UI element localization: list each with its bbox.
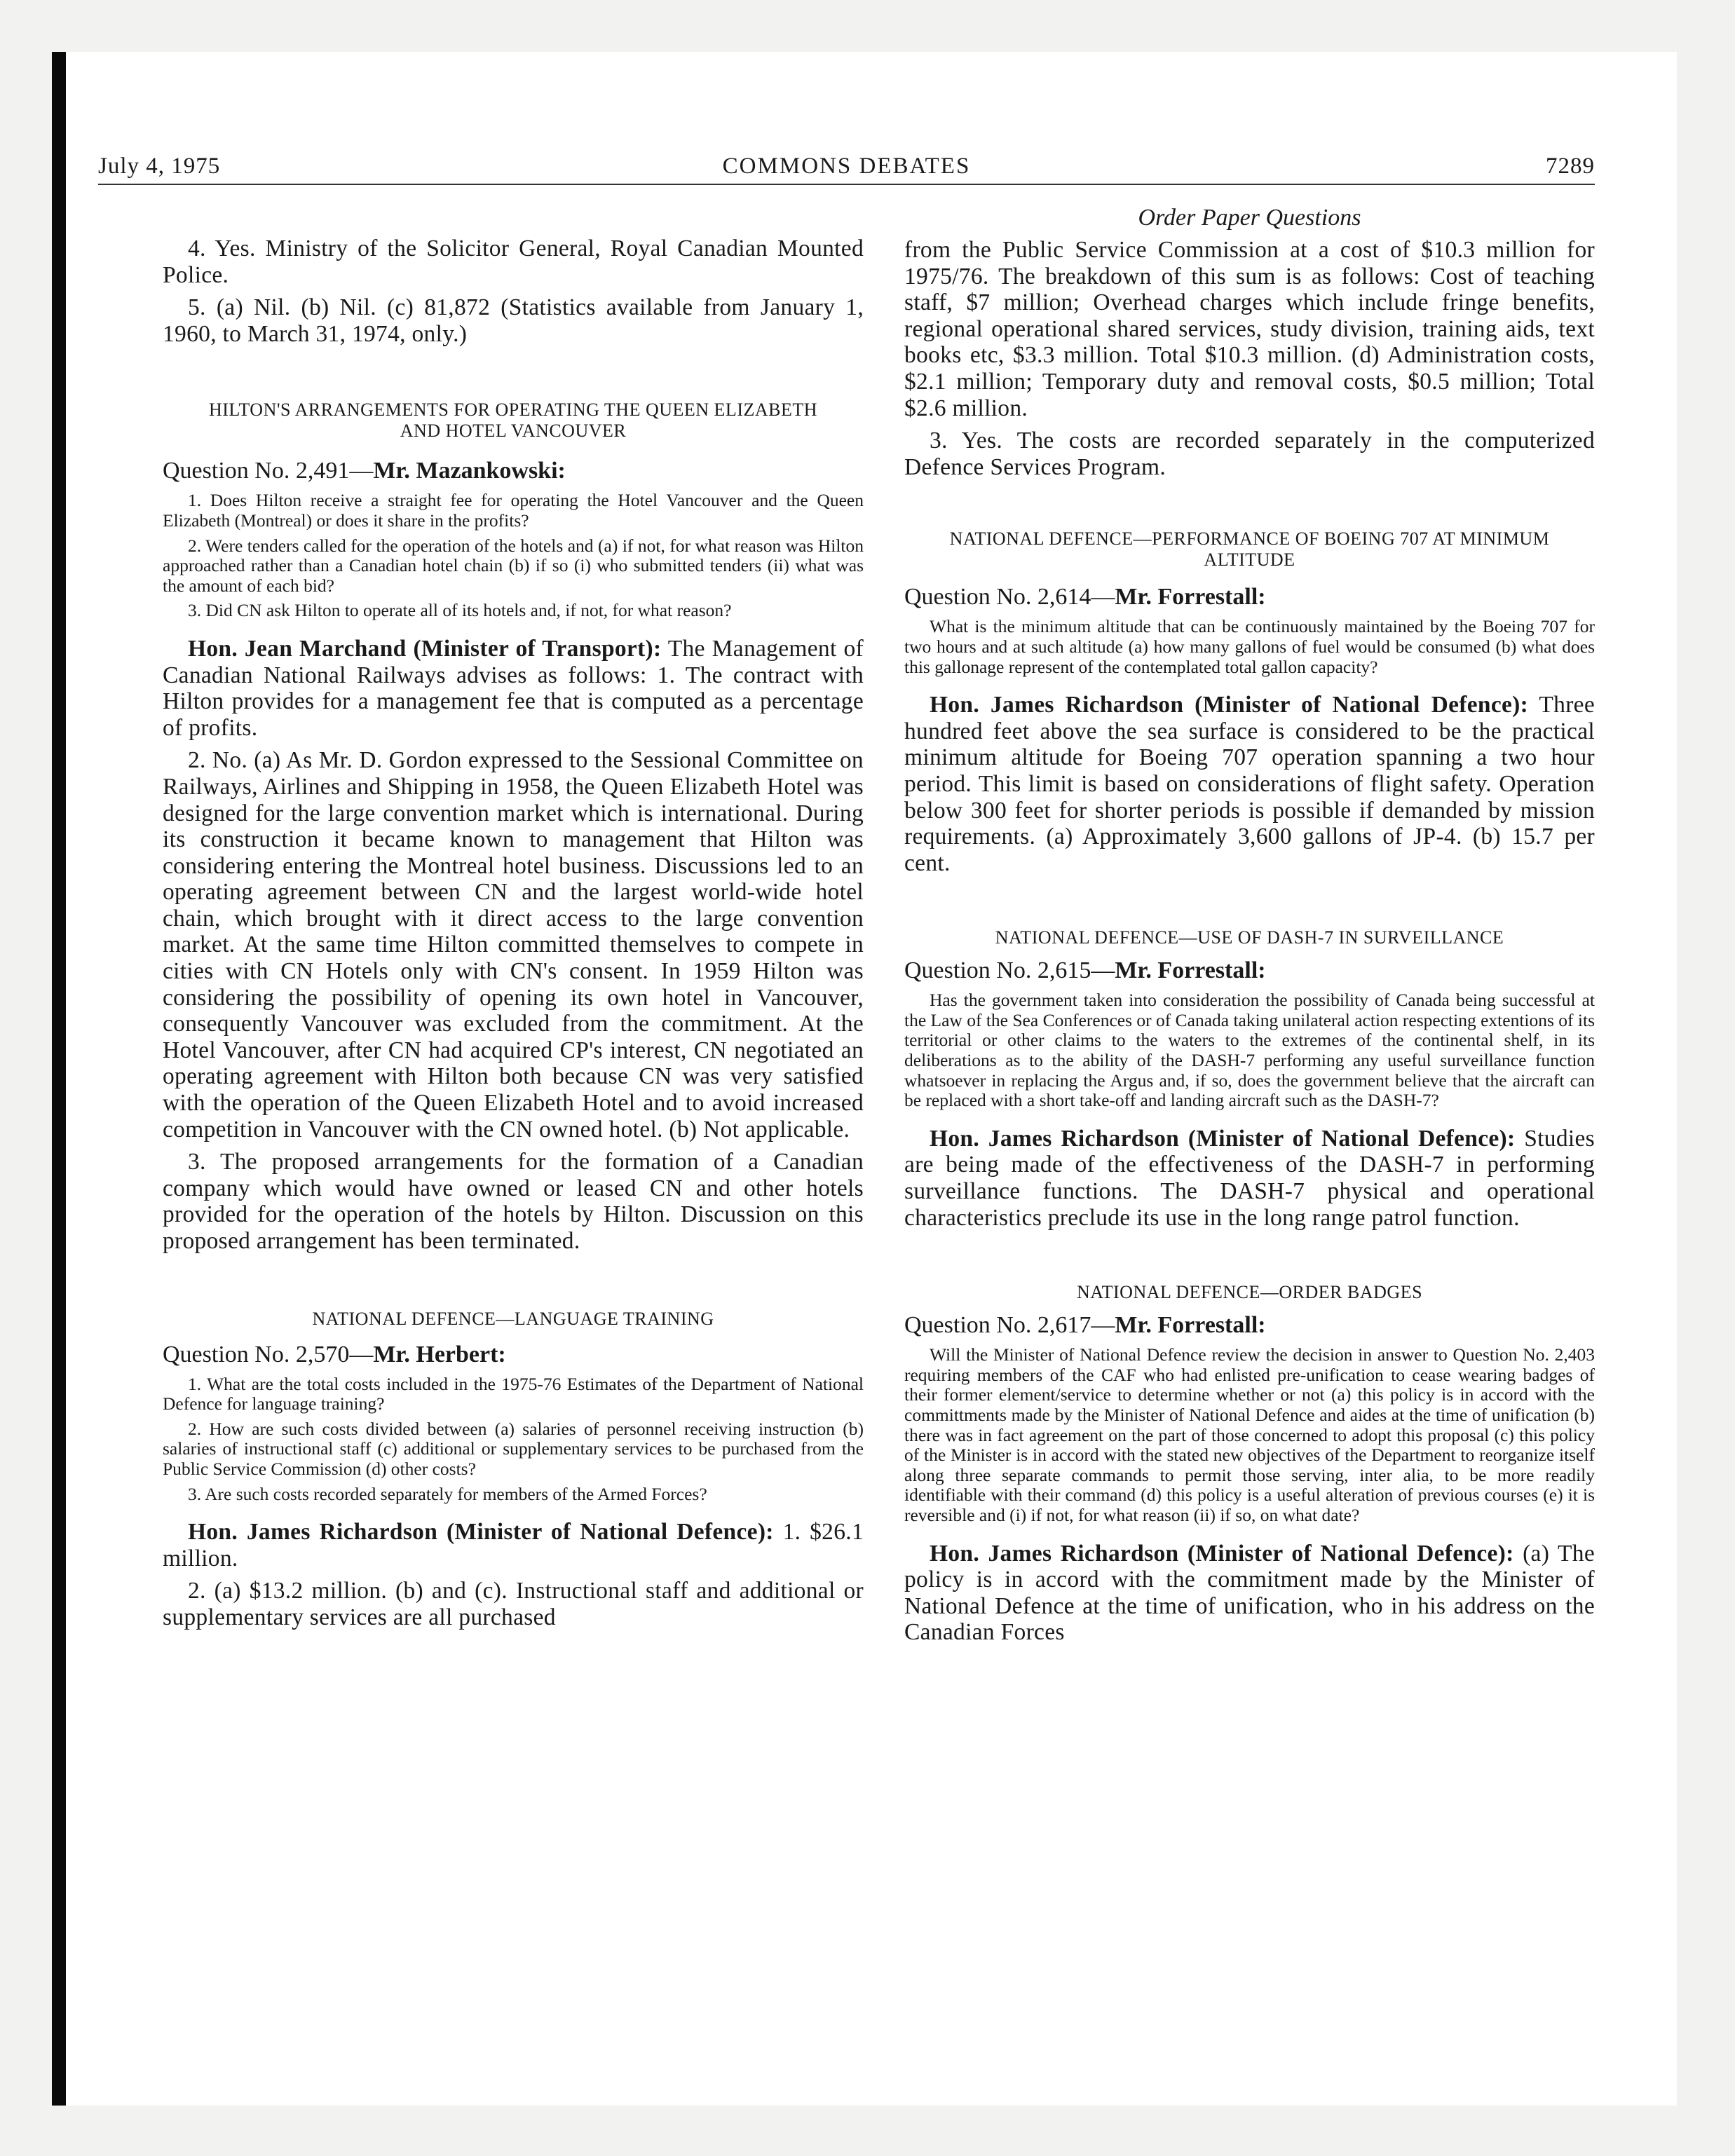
question-asker: Mr. Forrestall:	[1115, 957, 1266, 984]
answer-text: The Management of Canadian National Railways advises as follows: 1. The contract with Hilton provides for a management fee that is computed as a percentage of profits.	[163, 635, 864, 741]
question-number: Question No. 2,570—	[163, 1341, 374, 1367]
speaker-name: Hon. James Richardson (Minister of National Defence):	[930, 1125, 1516, 1152]
spacer	[904, 948, 1595, 957]
answer-text: (a) The policy is in accord with the commitment made by the Minister of National Defence at the time of unification, who in his address on the Canadian Forces	[904, 1540, 1595, 1646]
question-text-1: 1. Does Hilton receive a straight fee for operating the Hotel Vancouver and the Queen Elizabeth (Montreal) or does it share in the profits?	[163, 490, 864, 531]
spacer	[163, 1509, 864, 1519]
left-column	[163, 236, 864, 1637]
question-line-2570	[163, 1341, 864, 1369]
section-heading-badges: NATIONAL DEFENCE—ORDER BADGES	[1076, 1282, 1423, 1303]
spacer	[904, 1303, 1595, 1311]
question-text: Has the government taken into consideration the possibility of Canada being successful at the Law of the Sea Conferences or of Canada taking unilateral action respecting extentions of its territorial or other claims to the waters to the extremes of the continental shelf, in its deliberations as to the ability of the DASH-7 performing any useful surveillance function whatsoever in replacing the Argus and, if so, does the government believe that the aircraft can be replaced with a short take-off and landing aircraft such as the DASH-7?	[904, 990, 1595, 1111]
spacer	[904, 1116, 1595, 1126]
speaker-name: Hon. James Richardson (Minister of National Defence):	[930, 692, 1529, 718]
section-heading-dash7: NATIONAL DEFENCE—USE OF DASH-7 IN SURVEILLANCE	[995, 927, 1504, 948]
spacer	[904, 486, 1595, 528]
question-line-2615	[904, 957, 1595, 985]
spacer	[163, 1330, 864, 1341]
spacer	[904, 682, 1595, 692]
question-number: Question No. 2,617—	[904, 1312, 1115, 1339]
question-asker: Mr. Forrestall:	[1115, 1312, 1266, 1339]
answer-5: 5. (a) Nil. (b) Nil. (c) 81,872 (Statistics available from January 1, 1960, to March 31, 1974, only.)	[163, 294, 864, 347]
question-number: Question No. 2,615—	[904, 957, 1115, 984]
question-text-2: 2. How are such costs divided between (a) salaries of personnel receiving instruction (b) salaries of instructional staff (c) additional or supplementary services to be purchased from the Public Service Commission (d) other costs?	[163, 1418, 864, 1479]
question-number: Question No. 2,491—	[163, 458, 374, 484]
question-asker: Mr. Forrestall:	[1115, 584, 1266, 610]
answer-text: Three hundred feet above the sea surface is considered to be the practical minimum altitude for Boeing 707 operation spanning a two hour period. This limit is based on considerations of flight safety. Operation below 300 feet for shorter periods is possible if demanded by mission requirements. (a) Approximately 3,600 gallons of JP-4. (b) 15.7 per cent.	[904, 692, 1595, 876]
question-text: Will the Minister of National Defence review the decision in answer to Question No. 2,403 requiring members of the CAF who had enlisted pre-unification to cease wearing badges of their former element/service to determine whether or not (a) this policy is in accord with the committments made by the Minister of National Defence and aides at the time of unification (b) there was in fact agreement on the part of those concerned to adopt this proposal (c) this policy of the Minister is in accord with the stated new objectives of the Department to reorganize itself along three separate commands to permit those serving, inter alia, to be more readily identifiable with their command (d) this policy is a useful alteration of previous courses (e) it is reversible and (i) if not, for what reason (ii) if so, on what date?	[904, 1344, 1595, 1525]
answer-paragraph-2: 2. (a) $13.2 million. (b) and (c). Instructional staff and additional or supplementary services are all purchased	[163, 1578, 864, 1630]
running-head: Order Paper Questions	[1138, 205, 1361, 231]
continued-answer: from the Public Service Commission at a cost of $10.3 million for 1975/76. The breakdown of this sum is as follows: Cost of teaching staff, $7 million; Overhead charges which include fringe benefits, regional operational shared services, study division, training aids, text books etc, $3.3 million. Total $10.3 million. (d) Administration costs, $2.1 million; Temporary duty and removal costs, $0.5 million; Total $2.6 million.	[904, 237, 1595, 421]
question-asker: Mr. Mazankowski:	[373, 458, 566, 484]
scan-edge	[52, 52, 66, 2106]
spacer	[163, 1261, 864, 1309]
question-text-2: 2. Were tenders called for the operation of the hotels and (a) if not, for what reason was Hilton approached rather than a Canadian hotel chain (b) if so (i) who submitted tenders (ii) what was the amount of each bid?	[163, 535, 864, 596]
spacer	[904, 571, 1595, 583]
spacer	[904, 882, 1595, 927]
answer-paragraph-3: 3. The proposed arrangements for the formation of a Canadian company which would have owned or leased CN and other hotels provided for the operation of the hotels by Hilton. Discussion on this proposed arrangement has been terminated.	[163, 1149, 864, 1254]
question-line-2491	[163, 457, 864, 485]
question-asker: Mr. Herbert:	[373, 1341, 506, 1367]
spacer	[163, 353, 864, 400]
answer-paragraph	[904, 1541, 1595, 1646]
question-line-2617	[904, 1311, 1595, 1339]
question-line-2614	[904, 583, 1595, 611]
question-number: Question No. 2,614—	[904, 584, 1115, 610]
answer-paragraph-3: 3. Yes. The costs are recorded separately in the computerized Defence Services Program.	[904, 428, 1595, 480]
spacer	[904, 1237, 1595, 1282]
spacer	[904, 1531, 1595, 1541]
header-title: COMMONS DEBATES	[722, 153, 971, 179]
page-header	[98, 147, 1595, 185]
answer-text: 1. $26.1 million.	[163, 1519, 864, 1571]
header-page-number: 7289	[1546, 153, 1595, 179]
header-date: July 4, 1975	[98, 153, 221, 179]
question-text: What is the minimum altitude that can be continuously maintained by the Boeing 707 for two hours and at such altitude (a) how many gallons of fuel would be consumed (b) what does this gallonage represent of the contemplated total gallon capacity?	[904, 616, 1595, 677]
spacer	[163, 626, 864, 636]
speaker-name: Hon. Jean Marchand (Minister of Transport):	[188, 635, 662, 662]
answer-paragraph	[163, 1519, 864, 1571]
speaker-name: Hon. James Richardson (Minister of National Defence):	[188, 1519, 774, 1546]
answer-paragraph-2: 2. No. (a) As Mr. D. Gordon expressed to the Sessional Committee on Railways, Airlines and Shipping in 1958, the Queen Elizabeth Hotel was designed for the large convention market which is international. During its construction it became known to management that Hilton was considering entering the Montreal hotel business. Discussions led to an operating agreement between CN and the largest world-wide hotel chain, which brought with it direct access to the large convention market. At the same time Hilton committed themselves to compete in cities with CN Hotels only with CN's consent. In 1959 Hilton was considering the possibility of opening its own hotel in Vancouver, consequently Vancouver was excluded from the commitment. At the Hotel Vancouver, after CN had acquired CP's interest, CN negotiated an operating agreement with Hilton both because CN was very satisfied with the operation of the Queen Elizabeth Hotel and to avoid increased competition in Vancouver with the CN owned hotel. (b) Not applicable.	[163, 747, 864, 1142]
answer-paragraph	[904, 1126, 1595, 1231]
question-text-3: 3. Are such costs recorded separately for members of the Armed Forces?	[188, 1483, 707, 1504]
answer-text: Studies are being made of the effectiveness of the DASH-7 in performing surveillance functions. The DASH-7 physical and operational characteristics preclude its use in the long range patrol function.	[904, 1125, 1595, 1231]
speaker-name: Hon. James Richardson (Minister of National Defence):	[930, 1540, 1514, 1567]
right-column	[904, 237, 1595, 1652]
answer-4: 4. Yes. Ministry of the Solicitor General, Royal Canadian Mounted Police.	[163, 236, 864, 288]
section-heading-boeing: NATIONAL DEFENCE—PERFORMANCE OF BOEING 707 AT MINIMUM ALTITUDE	[949, 528, 1550, 571]
spacer	[163, 442, 864, 457]
section-heading-language: NATIONAL DEFENCE—LANGUAGE TRAINING	[312, 1308, 714, 1329]
answer-paragraph	[163, 636, 864, 741]
question-text-1: 1. What are the total costs included in the 1975-76 Estimates of the Department of National Defence for language training?	[163, 1373, 864, 1414]
question-text-3: 3. Did CN ask Hilton to operate all of its hotels and, if not, for what reason?	[188, 600, 732, 621]
section-heading-hilton: HILTON'S ARRANGEMENTS FOR OPERATING THE QUEEN ELIZABETH AND HOTEL VANCOUVER	[208, 400, 818, 442]
answer-paragraph	[904, 692, 1595, 876]
